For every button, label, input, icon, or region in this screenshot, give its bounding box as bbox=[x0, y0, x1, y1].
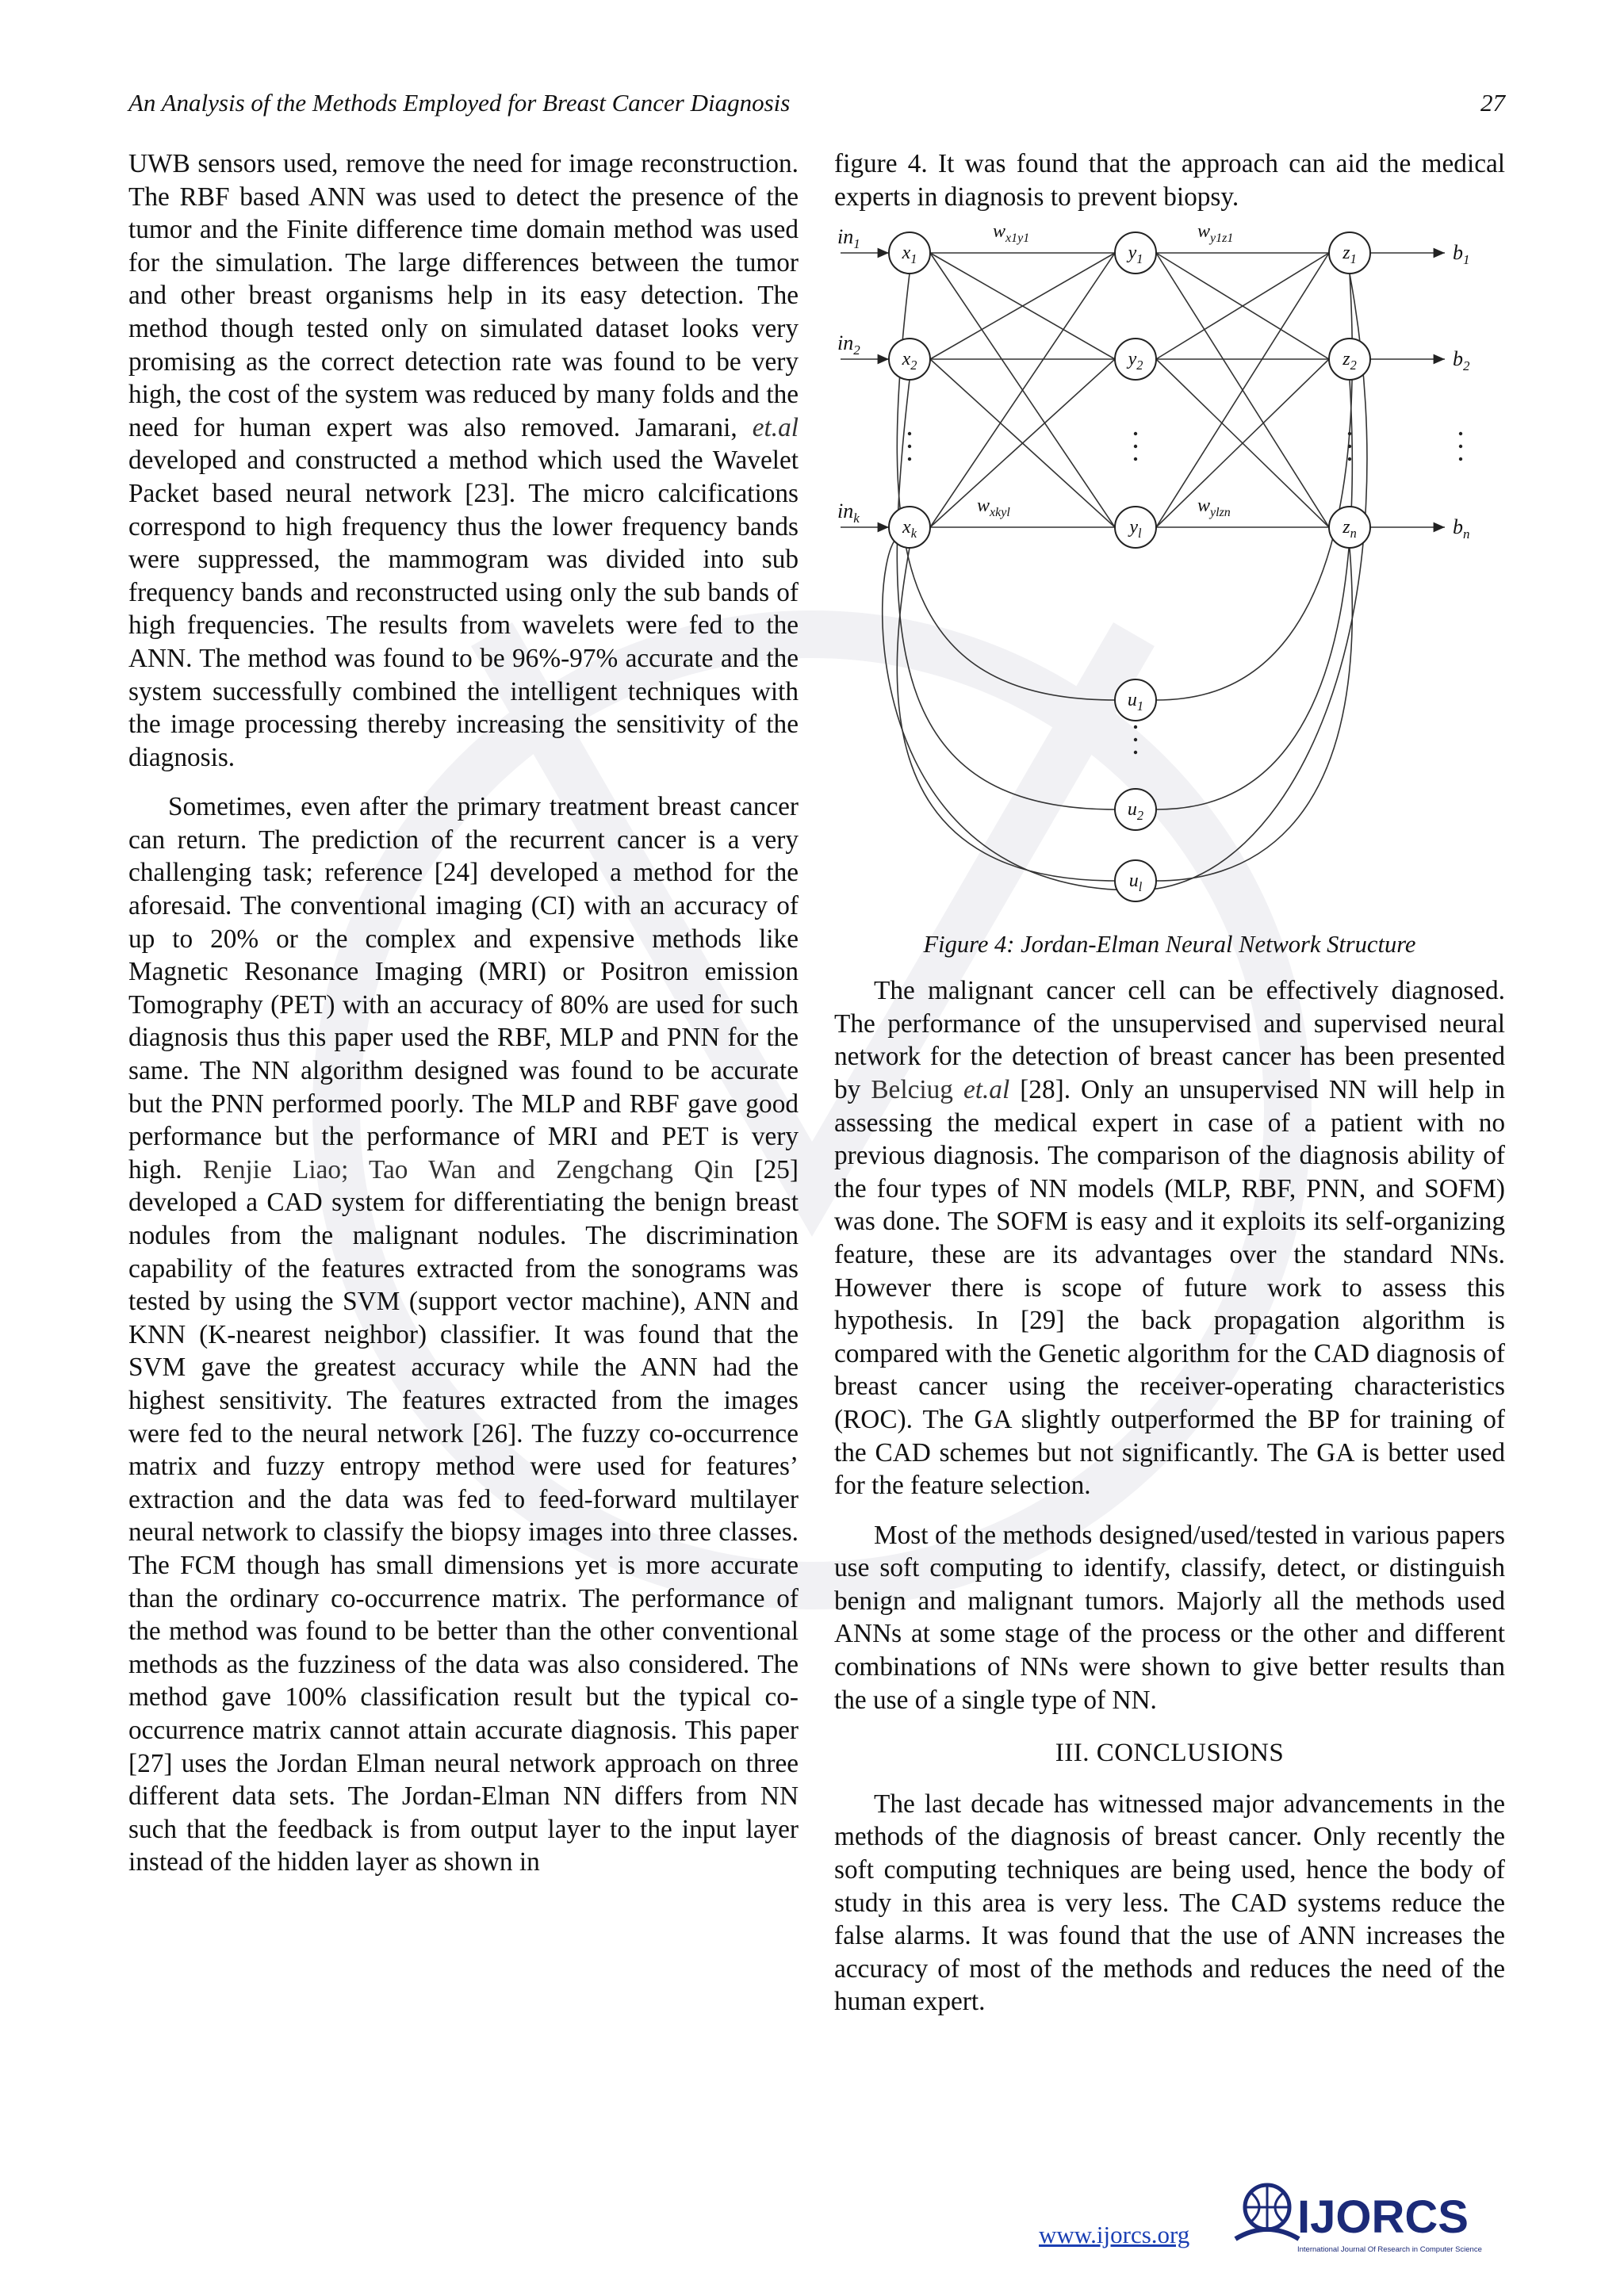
input-node-label: $x_1$ bbox=[902, 243, 917, 267]
output-label: $b_2$ bbox=[1453, 347, 1470, 374]
page-number: 27 bbox=[1480, 89, 1505, 117]
et-al-link: et.al bbox=[963, 1074, 1010, 1104]
ellipsis-dot bbox=[1348, 457, 1351, 461]
paragraph-conclusions: The last decade has witnessed major advancements in the methods of the diagnosis of breast cancer. Only recently the soft computing techniques are being used, hence the body of study in this area is very less. The CAD systems reduce the false alarms. It was found that the use of ANN increases the accuracy of most of the methods and reduces the need of the human expert. bbox=[834, 1789, 1505, 2017]
ellipsis-dot bbox=[1459, 457, 1462, 461]
ellipsis-dot bbox=[1348, 445, 1351, 448]
ellipsis-dot bbox=[908, 457, 911, 461]
weight-label: $w_{ylzn}$ bbox=[1197, 496, 1231, 520]
author-citation: Renjie Liao; Tao Wan and Zengchang Qin bbox=[202, 1154, 734, 1184]
ellipsis-dot bbox=[1134, 725, 1137, 729]
et-al-link: et.al bbox=[752, 412, 799, 442]
running-header bbox=[128, 89, 1505, 121]
input-label: $in_2$ bbox=[837, 331, 860, 358]
context-node-label: $u_1$ bbox=[1127, 690, 1144, 714]
ellipsis-dot bbox=[1134, 457, 1137, 461]
output-node-label: $z_n$ bbox=[1342, 517, 1357, 541]
ellipsis-dot bbox=[1134, 738, 1137, 741]
output-node-label: $z_1$ bbox=[1342, 243, 1357, 267]
weight-label: $w_{xkyl}$ bbox=[977, 496, 1010, 520]
ellipsis-dot bbox=[1134, 432, 1137, 435]
context-node-label: $u_2$ bbox=[1127, 799, 1144, 824]
output-node-label: $z_2$ bbox=[1342, 349, 1357, 373]
hidden-node-label: $y_2$ bbox=[1128, 349, 1143, 373]
input-label: $in_1$ bbox=[837, 225, 860, 252]
weight-label: $w_{x1y1}$ bbox=[993, 224, 1030, 246]
output-label: $b_1$ bbox=[1453, 241, 1470, 268]
hidden-node-label: $y_l$ bbox=[1129, 517, 1142, 541]
ijorcs-logo bbox=[1220, 2175, 1513, 2263]
jordan-elman-diagram bbox=[834, 224, 1505, 914]
running-title: An Analysis of the Methods Employed for Breast Cancer Diagnosis bbox=[128, 89, 791, 117]
paragraph-methods-summary: Most of the methods designed/used/tested in various papers use soft computing to identify, classify, detect, or distinguish benign and malignant tumors. Majorly all the methods used ANNs at some stage of the process or the other and different combinations of NNs were shown to give better results than the use of a single type of NN. bbox=[834, 1520, 1505, 1715]
left-column bbox=[128, 147, 799, 1879]
ellipsis-dot bbox=[1459, 432, 1462, 435]
feedback-arc bbox=[1156, 274, 1352, 700]
paragraph-figure-intro: figure 4. It was found that the approach can aid the medical experts in diagnosis to prevent biopsy. bbox=[834, 149, 1505, 212]
feedback-arc bbox=[897, 380, 1115, 809]
output-label: $b_n$ bbox=[1453, 515, 1470, 542]
feedback-arc bbox=[897, 274, 1115, 700]
hidden-node-label: $y_1$ bbox=[1128, 243, 1143, 267]
ellipsis-dot bbox=[1348, 432, 1351, 435]
ellipsis-dot bbox=[1134, 751, 1137, 754]
feedback-arc bbox=[1156, 380, 1352, 809]
ellipsis-dot bbox=[908, 445, 911, 448]
paragraph-continued: UWB sensors used, remove the need for image reconstruction. The RBF based ANN was used to detect the presence of the tumor and the Finite difference time domain method was used for the simulation. The large differences between the tumor and other breast organisms help in its easy detection. The method though tested only on simulated dataset looks very promising as the correct detection rate was found to be very high, the cost of the system was reduced by many folds and the need for human expert was also removed. Jamarani, et.al developed and constructed a method which used the Wavelet Packet based neural network [23]. The micro calcifications correspond to high frequency thus the lower frequency bands were suppressed, the mammogram was divided into sub frequency bands and reconstructed using only the sub bands of high frequencies. The results from wavelets were fed to the ANN. The method was found to be 96%-97% accurate and the system successfully combined the intelligent techniques with the image processing thereby increasing the sensitivity of the diagnosis. bbox=[128, 149, 799, 772]
input-node-label: $x_k$ bbox=[902, 517, 917, 541]
context-node-label: $u_l$ bbox=[1128, 871, 1143, 895]
paragraph-recurrent-cancer: Sometimes, even after the primary treatment breast cancer can return. The prediction of the recurrent cancer is a very challenging task; reference [24] developed a method for the aforesaid. The conventional imaging (CI) with an accuracy of up to 20% or the complex and expensive methods like Magnetic Resonance Imaging (MRI) or Positron emission Tomography (PET) with an accuracy of 80% are used for such diagnosis thus this paper used the RBF, MLP and PNN for the same. The NN algorithm designed was found to be accurate but the PNN performed poorly. The MLP and RBF gave good performance but the performance of MRI and PET is very high. Renjie Liao; Tao Wan and Zengchang Qin [25] developed a CAD system for differentiating the benign breast nodules from the malignant nodules. The discrimination capability of the features extracted from the sonograms was tested by using the SVM (support vector machine), ANN and KNN (K-nearest neighbor) classifier. It was found that the SVM gave the greatest accuracy while the ANN had the highest sensitivity. The features extracted from the images were fed to the neural network [26]. The fuzzy co-occurrence matrix and fuzzy entropy method were used for features’ extraction and the data was fed to feed-forward multilayer neural network to classify the biopsy images into three classes. The FCM though has small dimensions yet is more accurate than the ordinary co-occurrence matrix. The performance of the method was found to be better than the other conventional methods as the fuzziness of the data was also considered. The method gave 100% classification result but the typical co-occurrence matrix cannot attain accurate diagnosis. This paper [27] uses the Jordan Elman neural network approach on three different data sets. The Jordan-Elman NN differs from NN such that the feedback is from output layer to the input layer instead of the hidden layer as shown in bbox=[128, 792, 799, 1877]
figure-4 bbox=[834, 224, 1505, 914]
feedback-arc bbox=[897, 548, 1115, 881]
input-node-label: $x_2$ bbox=[902, 349, 917, 373]
section-heading: III. CONCLUSIONS bbox=[1055, 1739, 1285, 1768]
ellipsis-dot bbox=[1459, 445, 1462, 448]
figure-caption: Figure 4: Jordan-Elman Neural Network Structure bbox=[923, 931, 1416, 959]
author-citation: Belciug bbox=[871, 1074, 953, 1104]
feedback-arc bbox=[883, 537, 1136, 890]
paragraph-malignant: The malignant cancer cell can be effectively diagnosed. The performance of the unsupervised and supervised neural network for the detection of breast cancer has been presented by Belciug et.al [28]. Only an unsupervised NN will help in assessing the medical expert in case of a patient with no previous diagnosis. The comparison of the diagnosis ability of the four types of NN models (MLP, RBF, PNN, and SOFM) was done. The SOFM is easy and it exploits its self-organizing feature, these are its advantages over the standard NNs. However there is scope of future work to assess this hypothesis. In [29] the back propagation algorithm is compared with the Genetic algorithm for the CAD diagnosis of breast cancer using the receiver-operating characteristics (ROC). The GA slightly outperformed the BP for training of the CAD schemes but not significantly. The GA is better used for the feature selection. bbox=[834, 976, 1506, 1501]
weight-label: $w_{y1z1}$ bbox=[1197, 224, 1234, 246]
input-label: $in_k$ bbox=[837, 499, 860, 526]
feedback-arc bbox=[1156, 548, 1352, 881]
right-column bbox=[834, 147, 1505, 2019]
logo-wordmark: IJORCS bbox=[1297, 2191, 1469, 2243]
ellipsis-dot bbox=[908, 432, 911, 435]
logo-subtitle: International Journal Of Research in Computer Science bbox=[1297, 2245, 1482, 2254]
ellipsis-dot bbox=[1134, 445, 1137, 448]
journal-website-link[interactable]: www.ijorcs.org bbox=[1039, 2221, 1190, 2248]
